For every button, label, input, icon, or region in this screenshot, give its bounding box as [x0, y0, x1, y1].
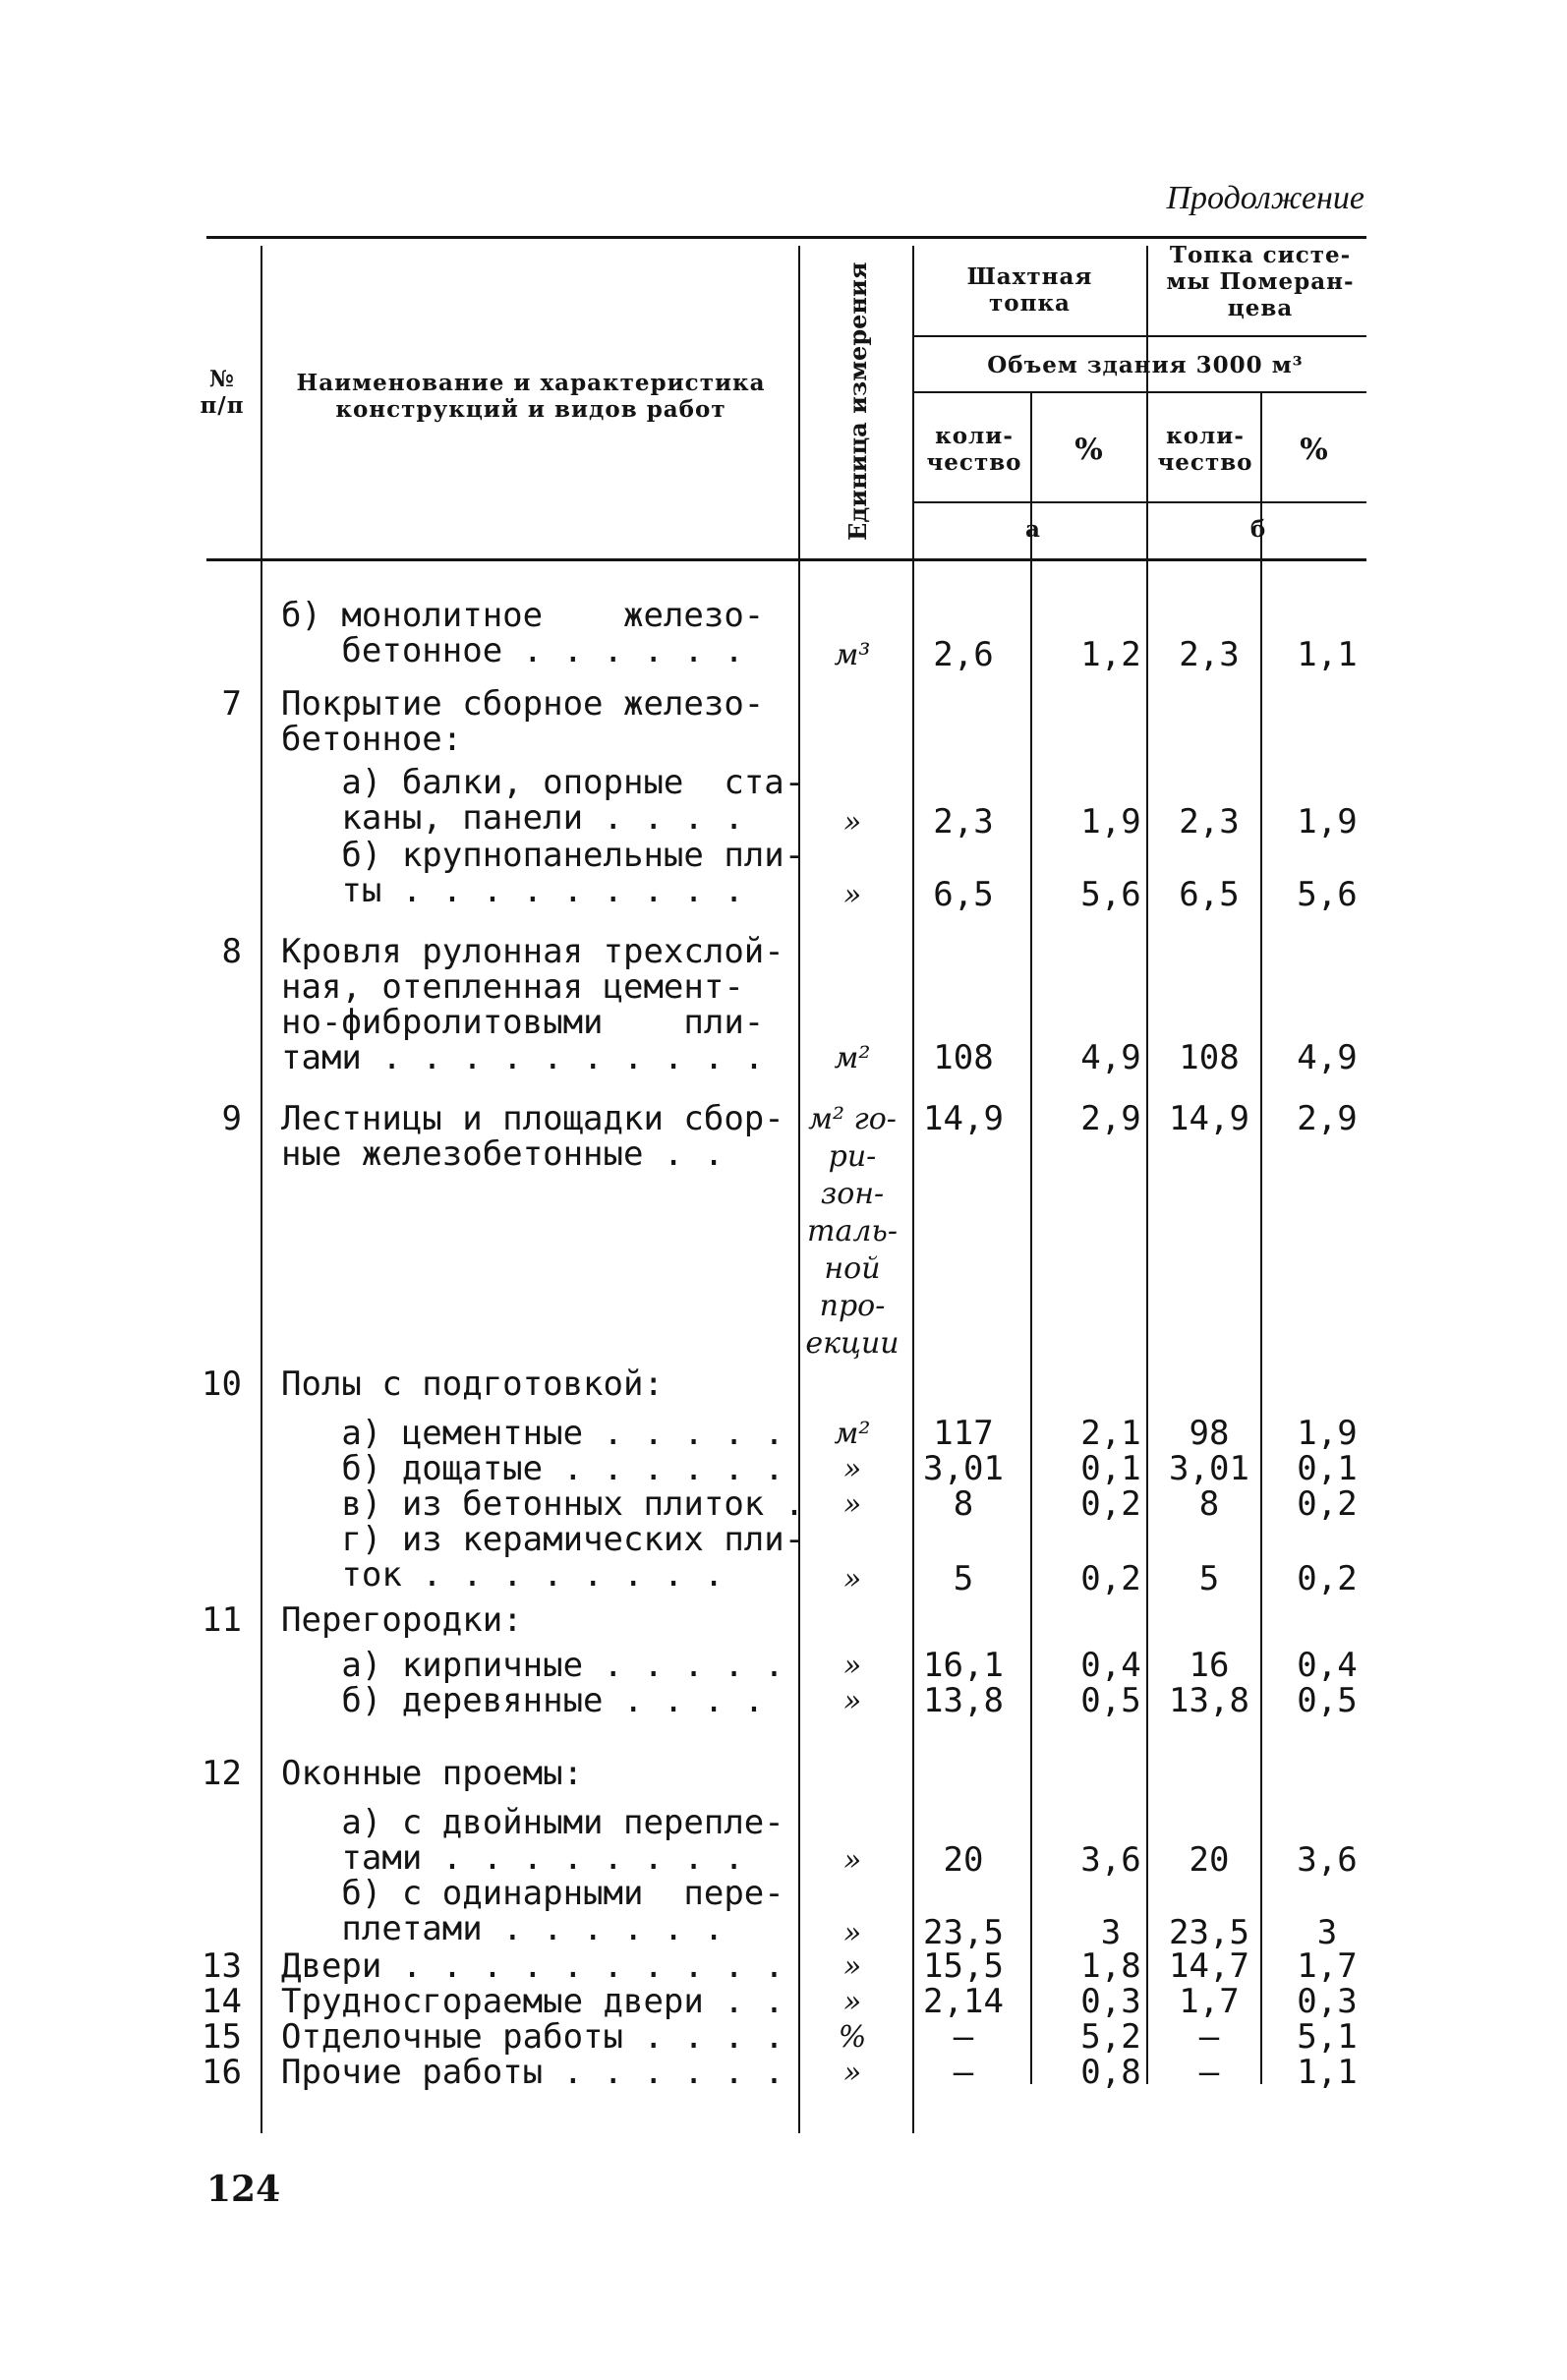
- row-unit: »: [842, 2056, 862, 2090]
- row-number: 15: [202, 2017, 242, 2057]
- row-pct-a: 0,3: [1080, 1982, 1141, 2021]
- row-unit: »: [842, 1684, 862, 1718]
- header-group-b: Топка систе- мы Померан- цева: [1166, 242, 1355, 321]
- row-unit: »: [842, 878, 862, 912]
- row-unit: м²: [834, 1041, 871, 1075]
- row-qty-a: 15,5: [923, 1946, 1004, 1986]
- row-unit: »: [842, 805, 862, 840]
- row-name-line: а) кирпичные . . . . .: [281, 1646, 784, 1685]
- row-number: 8: [221, 932, 242, 971]
- row-unit: м³: [834, 638, 871, 672]
- row-unit: »: [842, 1843, 862, 1878]
- row-qty-b: 2,3: [1179, 635, 1240, 674]
- row-pct-a: 0,4: [1080, 1646, 1141, 1685]
- row-name-line: но-фибролитовыми пли-: [281, 1003, 765, 1042]
- row-unit: м²: [834, 1417, 871, 1451]
- row-name-line: а) цементные . . . . .: [281, 1414, 784, 1453]
- row-number: 10: [202, 1364, 242, 1404]
- row-name-line: Покрытие сборное железо-: [281, 684, 765, 724]
- groups-rule: [914, 335, 1366, 337]
- row-name-line: б) монолитное железо-: [281, 596, 765, 635]
- row-number: 12: [202, 1754, 242, 1793]
- row-name-line: плетами . . . . . .: [281, 1909, 725, 1948]
- row-unit: »: [842, 1985, 862, 2019]
- row-pct-a: 0,5: [1080, 1681, 1141, 1720]
- header-volume: Объем здания 3000 м³: [987, 352, 1304, 378]
- row-pct-b: 4,9: [1297, 1038, 1358, 1077]
- row-qty-b: 20: [1189, 1840, 1230, 1880]
- col-divider-groups: [1146, 246, 1148, 2084]
- row-name-line: а) с двойными перепле-: [281, 1803, 784, 1842]
- row-name-line: тами . . . . . . . . . .: [281, 1038, 765, 1077]
- row-number: 7: [221, 684, 242, 724]
- row-unit: »: [842, 1562, 862, 1596]
- row-pct-b: 5,6: [1297, 875, 1358, 914]
- row-qty-b: —: [1198, 2053, 1220, 2092]
- row-qty-a: 2,14: [923, 1982, 1004, 2021]
- row-qty-b: 5: [1198, 1559, 1220, 1598]
- row-number: 14: [202, 1982, 242, 2021]
- row-pct-b: 1,9: [1297, 1414, 1358, 1453]
- row-qty-b: 98: [1189, 1414, 1230, 1453]
- row-qty-a: 5: [953, 1559, 974, 1598]
- row-pct-b: 1,9: [1297, 802, 1358, 842]
- row-pct-a: 1,2: [1080, 635, 1141, 674]
- row-qty-a: 14,9: [923, 1099, 1004, 1138]
- row-pct-a: 2,1: [1080, 1414, 1141, 1453]
- labels-rule: [914, 501, 1366, 503]
- row-qty-b: 14,9: [1169, 1099, 1249, 1138]
- row-name-line: б) деревянные . . . .: [281, 1681, 765, 1720]
- row-name-line: ты . . . . . . . . .: [281, 871, 744, 910]
- header-name: Наименование и характеристика конструкций и видов работ: [296, 370, 766, 423]
- row-number: 16: [202, 2053, 242, 2092]
- row-pct-b: 0,3: [1297, 1982, 1358, 2021]
- row-name-line: б) с одинарными пере-: [281, 1874, 784, 1913]
- row-pct-b: 3: [1316, 1913, 1338, 1952]
- row-pct-b: 2,9: [1297, 1099, 1358, 1138]
- row-name-line: г) из керамических пли-: [281, 1520, 805, 1559]
- row-qty-a: 23,5: [923, 1913, 1004, 1952]
- row-qty-b: —: [1198, 2017, 1220, 2057]
- row-pct-a: 3,6: [1080, 1840, 1141, 1880]
- row-pct-a: 0,2: [1080, 1484, 1141, 1524]
- header-num: № п/п: [200, 366, 245, 419]
- row-qty-a: 8: [953, 1484, 974, 1524]
- row-name-line: бетонное:: [281, 720, 463, 759]
- row-unit: »: [842, 1487, 862, 1522]
- header-qty-b: коли- чество: [1157, 423, 1253, 476]
- row-qty-b: 16: [1189, 1646, 1230, 1685]
- volume-rule: [914, 391, 1366, 393]
- row-pct-a: 3: [1100, 1913, 1122, 1952]
- row-name-line: бетонное . . . . . .: [281, 631, 744, 670]
- row-number: 9: [221, 1099, 242, 1138]
- row-name-line: Лестницы и площадки сбор-: [281, 1099, 784, 1138]
- row-pct-b: 0,5: [1297, 1681, 1358, 1720]
- row-qty-a: 108: [933, 1038, 994, 1077]
- row-name-line: Прочие работы . . . . . .: [281, 2053, 784, 2092]
- row-qty-b: 108: [1179, 1038, 1240, 1077]
- row-name-line: ная, отепленная цемент-: [281, 967, 744, 1007]
- row-qty-a: 3,01: [923, 1449, 1004, 1488]
- row-pct-a: 2,9: [1080, 1099, 1141, 1138]
- row-pct-a: 4,9: [1080, 1038, 1141, 1077]
- row-pct-b: 1,7: [1297, 1946, 1358, 1986]
- row-pct-a: 0,2: [1080, 1559, 1141, 1598]
- row-qty-b: 3,01: [1169, 1449, 1249, 1488]
- row-pct-a: 0,8: [1080, 2053, 1141, 2092]
- row-name-line: ток . . . . . . . .: [281, 1555, 725, 1595]
- row-qty-b: 2,3: [1179, 802, 1240, 842]
- row-qty-a: —: [953, 2053, 974, 2092]
- row-qty-a: —: [953, 2017, 974, 2057]
- row-unit: »: [842, 1916, 862, 1950]
- row-qty-a: 6,5: [933, 875, 994, 914]
- header-label-b: б: [1249, 516, 1267, 543]
- row-pct-a: 0,1: [1080, 1449, 1141, 1488]
- row-name-line: Перегородки:: [281, 1600, 523, 1640]
- row-qty-a: 16,1: [923, 1646, 1004, 1685]
- row-qty-b: 23,5: [1169, 1913, 1249, 1952]
- row-name-line: в) из бетонных плиток .: [281, 1484, 805, 1524]
- row-pct-a: 5,2: [1080, 2017, 1141, 2057]
- header-bottom-rule: [206, 558, 1366, 561]
- row-pct-a: 5,6: [1080, 875, 1141, 914]
- header-pct-b: %: [1300, 433, 1329, 467]
- row-pct-b: 1,1: [1297, 2053, 1358, 2092]
- table-top-rule: [206, 236, 1366, 239]
- row-pct-b: 0,1: [1297, 1449, 1358, 1488]
- row-qty-a: 2,6: [933, 635, 994, 674]
- header-qty-a: коли- чество: [926, 423, 1022, 476]
- row-pct-b: 5,1: [1297, 2017, 1358, 2057]
- row-unit: м² го- ри- зон- таль- ной про- екции: [805, 1102, 900, 1361]
- row-qty-a: 2,3: [933, 802, 994, 842]
- row-name-line: Кровля рулонная трехслой-: [281, 932, 784, 971]
- row-name-line: Оконные проемы:: [281, 1754, 584, 1793]
- row-pct-b: 3,6: [1297, 1840, 1358, 1880]
- row-name-line: Отделочные работы . . . .: [281, 2017, 784, 2057]
- row-pct-b: 0,4: [1297, 1646, 1358, 1685]
- row-name-line: Двери . . . . . . . . . .: [281, 1946, 784, 1986]
- row-name-line: ные железобетонные . .: [281, 1134, 725, 1174]
- row-pct-b: 0,2: [1297, 1559, 1358, 1598]
- row-qty-a: 20: [943, 1840, 984, 1880]
- row-qty-a: 13,8: [923, 1681, 1004, 1720]
- row-pct-a: 1,9: [1080, 802, 1141, 842]
- row-pct-b: 0,2: [1297, 1484, 1358, 1524]
- row-number: 13: [202, 1946, 242, 1986]
- row-unit: »: [842, 1949, 862, 1984]
- row-unit: »: [842, 1649, 862, 1683]
- header-unit: Единица измерения: [843, 261, 872, 541]
- header-label-a: а: [1025, 516, 1041, 543]
- row-pct-a: 1,8: [1080, 1946, 1141, 1986]
- header-group-a: Шахтная топка: [966, 263, 1093, 317]
- row-name-line: Трудносгораемые двери . .: [281, 1982, 784, 2021]
- row-name-line: б) крупнопанельные пли-: [281, 836, 805, 875]
- col-divider-num: [261, 246, 262, 2133]
- row-number: 11: [202, 1600, 242, 1640]
- row-name-line: тами . . . . . . . .: [281, 1838, 744, 1878]
- row-pct-b: 1,1: [1297, 635, 1358, 674]
- row-name-line: б) дощатые . . . . . .: [281, 1449, 784, 1488]
- continuation-label: Продолжение: [1166, 180, 1364, 216]
- row-unit: %: [838, 2020, 867, 2055]
- row-qty-b: 13,8: [1169, 1681, 1249, 1720]
- row-unit: »: [842, 1452, 862, 1486]
- row-qty-b: 6,5: [1179, 875, 1240, 914]
- row-name-line: Полы с подготовкой:: [281, 1364, 664, 1404]
- row-qty-b: 14,7: [1169, 1946, 1249, 1986]
- row-name-line: каны, панели . . . .: [281, 798, 744, 838]
- page-number: 124: [206, 2169, 281, 2210]
- row-qty-b: 8: [1198, 1484, 1220, 1524]
- row-qty-b: 1,7: [1179, 1982, 1240, 2021]
- row-name-line: а) балки, опорные ста-: [281, 763, 805, 802]
- row-qty-a: 117: [933, 1414, 994, 1453]
- header-pct-a: %: [1074, 433, 1104, 467]
